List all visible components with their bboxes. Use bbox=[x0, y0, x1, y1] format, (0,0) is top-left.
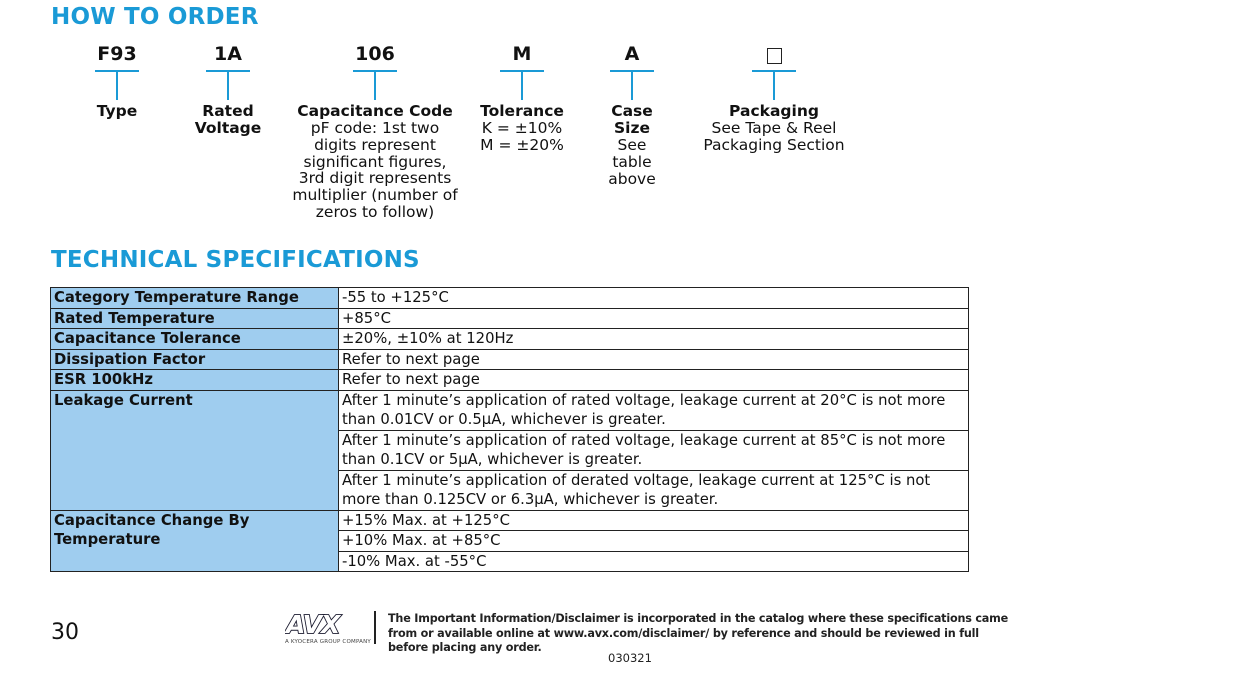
avx-logo bbox=[285, 610, 371, 645]
order-label: Rated Voltage bbox=[194, 102, 262, 137]
spec-row bbox=[51, 390, 969, 430]
order-code: 106 bbox=[355, 43, 395, 65]
spec-value: After 1 minute’s application of rated voltage, leakage current at 85°C is not more than 0.1CV or 5μA, whichever is greater. bbox=[339, 430, 969, 470]
footer-divider bbox=[374, 611, 376, 644]
tee-connector bbox=[353, 70, 397, 100]
order-column-6 bbox=[694, 42, 854, 154]
spec-value: Refer to next page bbox=[339, 370, 969, 391]
order-code: F93 bbox=[97, 43, 137, 65]
spec-row bbox=[51, 510, 969, 531]
order-code: M bbox=[512, 43, 532, 65]
spec-value: -55 to +125°C bbox=[339, 288, 969, 309]
spec-value: +15% Max. at +125°C bbox=[339, 510, 969, 531]
tee-connector bbox=[206, 70, 250, 100]
order-column-4 bbox=[472, 42, 572, 154]
order-code bbox=[694, 42, 854, 66]
tee-connector bbox=[500, 70, 544, 100]
spec-parameter: Category Temperature Range bbox=[51, 288, 339, 309]
spec-row bbox=[51, 308, 969, 329]
order-label: Capacitance Code bbox=[297, 102, 453, 120]
order-code: 1A bbox=[214, 43, 242, 65]
order-column-3 bbox=[285, 42, 465, 221]
empty-box-icon bbox=[767, 48, 782, 64]
order-code: A bbox=[624, 43, 640, 65]
spec-value: +85°C bbox=[339, 308, 969, 329]
spec-parameter: Rated Temperature bbox=[51, 308, 339, 329]
document-code: 030321 bbox=[608, 651, 652, 665]
page-number: 30 bbox=[51, 620, 79, 645]
disclaimer-text: The Important Information/Disclaimer is incorporated in the catalog where these specifications came from or available online at www.avx.com/disclaimer/ by reference and should be reviewed in full before placing any order. bbox=[388, 612, 1008, 654]
spec-value: +10% Max. at +85°C bbox=[339, 531, 969, 552]
order-label: Packaging bbox=[729, 102, 819, 120]
spec-value: After 1 minute’s application of derated voltage, leakage current at 125°C is not more than 0.125CV or 6.3μA, whichever is greater. bbox=[339, 470, 969, 510]
avx-logo-text: AVX bbox=[286, 610, 340, 636]
spec-value: After 1 minute’s application of rated voltage, leakage current at 20°C is not more than 0.01CV or 0.5μA, whichever is greater. bbox=[339, 390, 969, 430]
tee-connector bbox=[752, 70, 796, 100]
spec-value: ±20%, ±10% at 120Hz bbox=[339, 329, 969, 350]
avx-logo-mark bbox=[285, 610, 359, 636]
order-label: Type bbox=[96, 102, 138, 120]
spec-value: -10% Max. at -55°C bbox=[339, 551, 969, 572]
spec-row bbox=[51, 370, 969, 391]
spec-row bbox=[51, 288, 969, 309]
spec-parameter: Capacitance Change By Temperature bbox=[51, 510, 339, 572]
spec-parameter: Dissipation Factor bbox=[51, 349, 339, 370]
order-column-2 bbox=[183, 42, 273, 137]
order-description: See Tape & Reel Packaging Section bbox=[703, 119, 845, 154]
technical-specifications-title: TECHNICAL SPECIFICATIONS bbox=[51, 247, 420, 273]
how-to-order-title: HOW TO ORDER bbox=[51, 4, 259, 30]
technical-specifications-table bbox=[50, 287, 969, 572]
spec-parameter: ESR 100kHz bbox=[51, 370, 339, 391]
tee-connector bbox=[95, 70, 139, 100]
order-column-1 bbox=[72, 42, 162, 120]
order-description: See table above bbox=[608, 136, 656, 188]
spec-value: Refer to next page bbox=[339, 349, 969, 370]
order-column-5 bbox=[592, 42, 672, 187]
order-label: Tolerance bbox=[480, 102, 564, 120]
spec-row bbox=[51, 349, 969, 370]
order-description: K = ±10% M = ±20% bbox=[480, 119, 564, 154]
order-label: Case Size bbox=[611, 102, 653, 137]
spec-parameter: Capacitance Tolerance bbox=[51, 329, 339, 350]
order-description: pF code: 1st two digits represent significant figures, 3rd digit represents multiplier (number of zeros to follow) bbox=[292, 119, 458, 221]
tee-connector bbox=[610, 70, 654, 100]
spec-parameter: Leakage Current bbox=[51, 390, 339, 510]
logo-subtext: A KYOCERA GROUP COMPANY bbox=[285, 639, 371, 645]
spec-row bbox=[51, 329, 969, 350]
